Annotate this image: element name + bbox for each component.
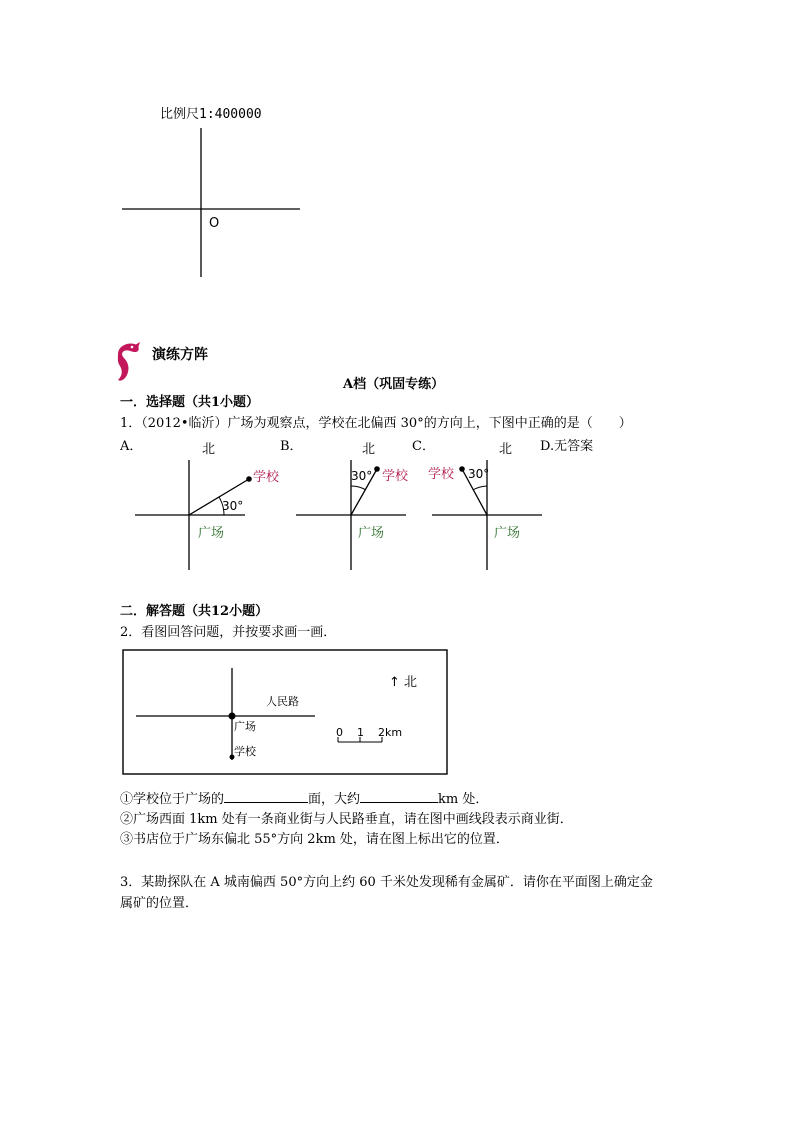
north-label: 北: [362, 442, 376, 457]
scale-tick-1: 1: [357, 726, 364, 739]
question-2-map: [122, 649, 450, 777]
q2-item-1-part-c: km 处．: [438, 792, 489, 807]
map-border: [123, 650, 447, 774]
q2-item-1-part-b: 面，大约: [308, 792, 361, 807]
level-title: A档（巩固专练）: [343, 377, 445, 392]
map-north-label: ↑ 北: [389, 675, 418, 690]
question-2-text: 2．看图回答问题，并按要求画一画．: [120, 625, 337, 640]
q2-item-1: [120, 788, 488, 807]
scale-tick-0: 0: [336, 726, 343, 739]
question-3-line-1: 3．某勘探队在 A 城南偏西 50°方向上约 60 千米处发现稀有金属矿．请你在平面图上确定金: [120, 875, 653, 890]
option-c-label: C．: [412, 439, 435, 454]
option-c-figure: [428, 436, 548, 576]
angle-label: 30°: [222, 499, 244, 513]
q2-item-2: ②广场西面 1km 处有一条商业街与人民路垂直，请在图中画线段表示商业街．: [120, 812, 573, 827]
north-label: 北: [499, 442, 513, 457]
answer-blank-direction[interactable]: [224, 790, 308, 803]
road-label: 人民路: [266, 695, 299, 708]
option-d-label: D.无答案: [540, 439, 594, 454]
section-title: 演练方阵: [152, 347, 208, 363]
option-a-figure: [130, 436, 280, 576]
option-a-label: A．: [120, 439, 143, 454]
part1-heading: 一．选择题（共1小题）: [120, 395, 260, 410]
question-1-text: 1．（2012•临沂）广场为观察点，学校在北偏西 30°的方向上，下图中正确的是（ ）: [120, 416, 632, 431]
origin-label: O: [209, 216, 220, 231]
scale-label: 比例尺1:400000: [160, 107, 262, 122]
map-school-label: 学校: [234, 745, 256, 758]
answer-blank-distance[interactable]: [360, 790, 438, 803]
scale-tick-2: 2km: [378, 726, 403, 739]
q2-item-3: ③书店位于广场东偏北 55°方向 2km 处，请在图上标出它的位置．: [120, 832, 509, 847]
angle-label: 30°: [468, 467, 490, 481]
angle-label: 30°: [351, 469, 373, 483]
north-label: 北: [202, 442, 216, 457]
question-3-line-2: 属矿的位置．: [120, 896, 199, 911]
part2-heading: 二．解答题（共12小题）: [120, 604, 269, 619]
dolphin-logo-icon: [112, 340, 142, 384]
plaza-label: 广场: [358, 526, 385, 541]
plaza-label: 广场: [494, 526, 521, 541]
school-label: 学校: [382, 469, 409, 484]
option-b-label: B．: [280, 439, 303, 454]
top-axes-figure: [120, 128, 305, 280]
option-b-figure: [290, 436, 415, 576]
map-plaza-label: 广场: [234, 720, 256, 733]
plaza-label: 广场: [198, 526, 225, 541]
q2-item-1-part-a: ①学校位于广场的: [120, 792, 225, 807]
school-label: 学校: [428, 467, 455, 482]
plaza-point: [229, 713, 236, 720]
school-label: 学校: [253, 470, 280, 485]
